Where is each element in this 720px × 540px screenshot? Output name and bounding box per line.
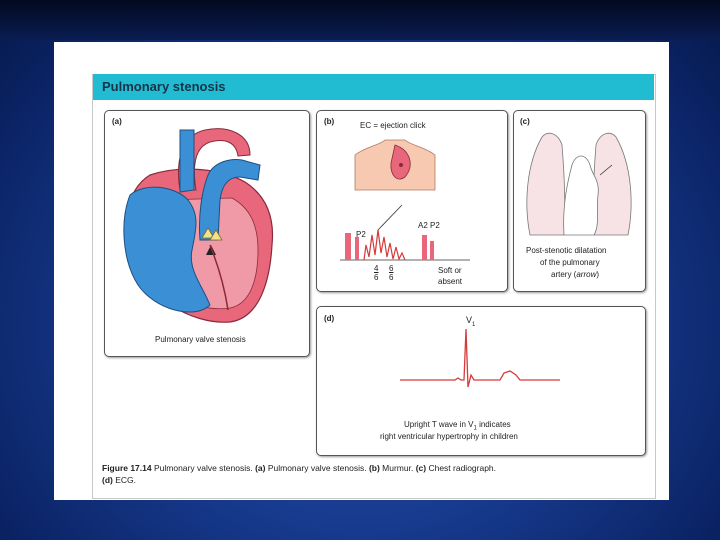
ecg-trace [400, 325, 560, 390]
panel-d-caption-2: right ventricular hypertrophy in children [380, 432, 518, 441]
figure-title: Pulmonary stenosis [102, 79, 226, 94]
figure-header [93, 74, 654, 100]
top-band [0, 0, 720, 40]
ecg-lead-label: $V_1$ [466, 315, 476, 328]
soft-or-label: Soft or [438, 266, 462, 275]
absent-label: absent [438, 277, 463, 286]
figure-caption: Figure 17.14 Pulmonary valve stenosis. (a) Pulmonary valve stenosis. (b) Murmur. (c) Chest radiograph. (d) ECG. [102, 463, 497, 485]
fraction-2-den: 6 [389, 273, 394, 282]
ejection-click-legend: EC = ejection click [360, 121, 426, 130]
panel-d-caption-1: Upright T wave in $V_1$ indicates [404, 420, 511, 432]
fraction-2-num: 6 [389, 264, 394, 273]
panel-c-caption-2: of the pulmonary [540, 258, 600, 267]
chest-radiograph [520, 125, 638, 240]
panel-a-caption: Pulmonary valve stenosis [155, 335, 246, 344]
fraction-1-num: 4 [374, 264, 379, 273]
a2p2-label: A2 P2 [418, 221, 440, 230]
panel-a-label: (a) [112, 117, 122, 126]
p2-label-left: P2 [356, 230, 366, 239]
heart-illustration [110, 120, 305, 330]
panel-c-caption-3: artery (arrow) [551, 270, 600, 279]
panel-c-label: (c) [520, 117, 530, 126]
panel-b-label: (b) [324, 117, 335, 126]
fraction-1-den: 6 [374, 273, 379, 282]
torso-illustration [355, 135, 435, 190]
panel-c-caption-1: Post-stenotic dilatation [526, 246, 607, 255]
panel-d-label: (d) [324, 314, 335, 323]
